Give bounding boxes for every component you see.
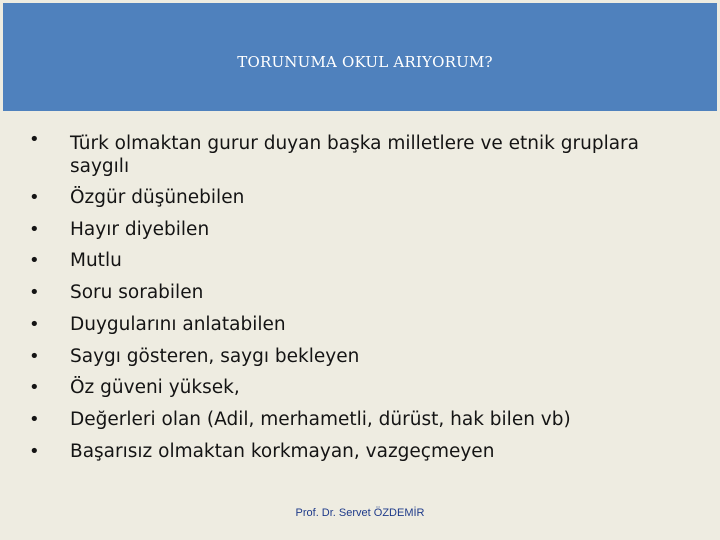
bullet-text: Soru sorabilen — [70, 282, 204, 304]
bullet-marker: • — [29, 218, 40, 240]
bullet-item — [26, 214, 686, 246]
slide-footer: Prof. Dr. Servet ÖZDEMİR — [295, 507, 425, 519]
bullet-marker: • — [29, 282, 40, 304]
bullet-text: Türk olmaktan gurur duyan başka milletlere ve etnik gruplara saygılı — [70, 133, 639, 177]
bullet-text: Özgür düşünebilen — [70, 187, 245, 208]
title-bar — [3, 3, 717, 111]
bullet-item — [26, 436, 686, 468]
bullet-marker: • — [29, 187, 40, 208]
bullet-text: Saygı gösteren, saygı bekleyen — [70, 345, 360, 367]
bullet-text: Duygularını anlatabilen — [70, 313, 286, 335]
bullet-text: Öz güveni yüksek, — [70, 377, 240, 399]
bullet-item — [26, 245, 686, 277]
bullet-marker: • — [29, 129, 40, 150]
bullet-item — [26, 309, 686, 341]
bullet-item — [26, 182, 686, 214]
bullet-marker: • — [29, 250, 40, 272]
bullet-item — [26, 372, 686, 404]
bullet-text: Mutlu — [70, 250, 122, 272]
bullet-marker: • — [29, 408, 40, 430]
bullet-marker: • — [29, 345, 40, 367]
bullet-text: Değerleri olan (Adil, merhametli, dürüst, hak bilen vb) — [70, 408, 571, 430]
bullet-marker: • — [29, 377, 40, 399]
slide-title: TORUNUMA OKUL ARIYORUM? — [237, 53, 493, 71]
bullet-marker: • — [29, 440, 40, 462]
bullet-item — [26, 128, 686, 182]
bullet-marker: • — [29, 313, 40, 335]
bullet-text: Başarısız olmaktan korkmayan, vazgeçmeyen — [70, 440, 495, 462]
bullet-text: Hayır diyebilen — [70, 218, 210, 240]
bullet-item — [26, 277, 686, 309]
bullet-item — [26, 341, 686, 373]
bullet-list — [26, 128, 686, 467]
bullet-item — [26, 404, 686, 436]
